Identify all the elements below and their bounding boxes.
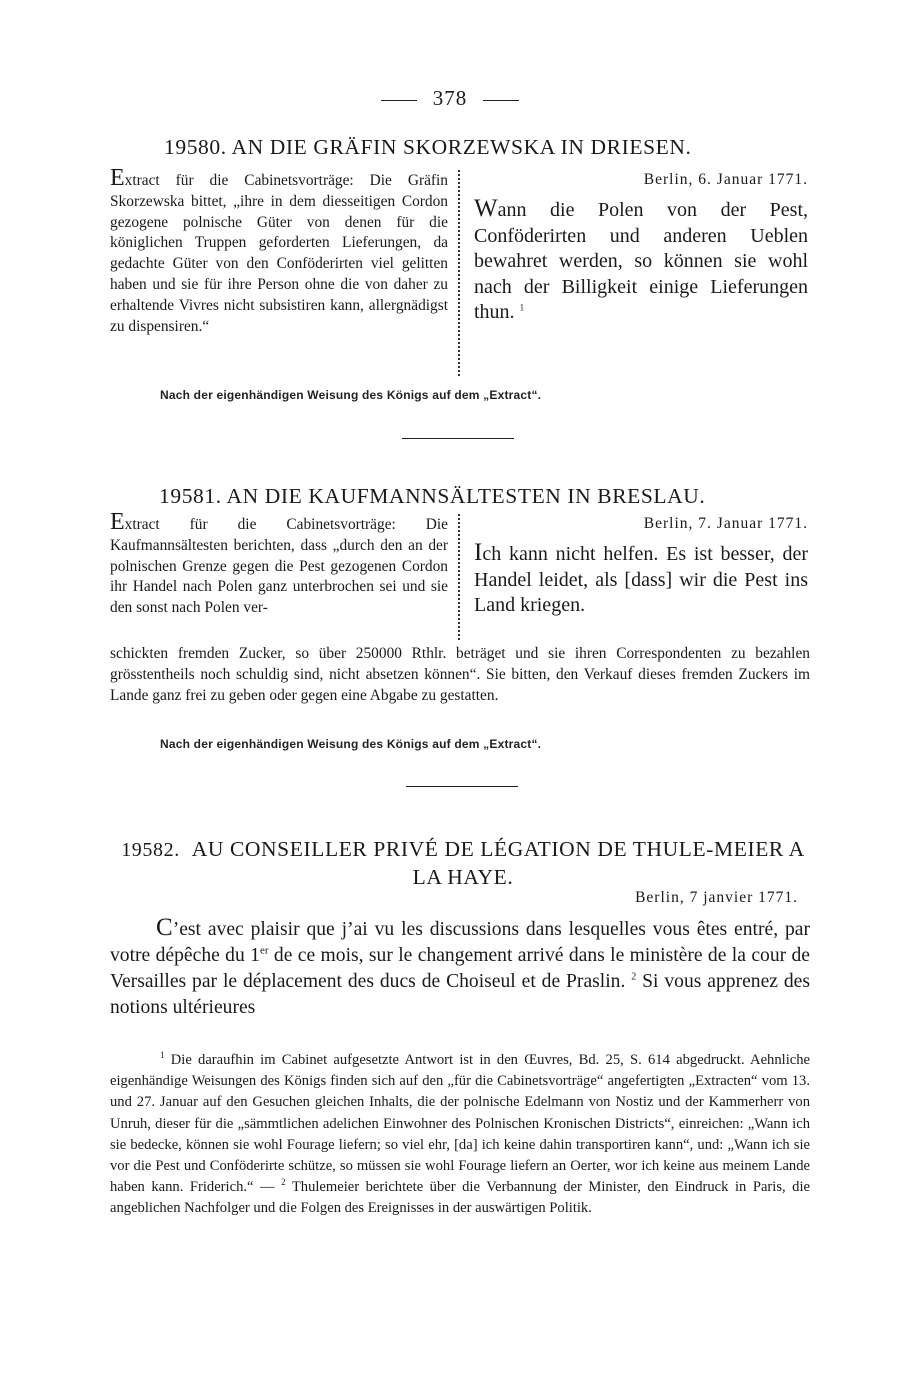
section-rule bbox=[402, 438, 514, 439]
page-number: 378 bbox=[0, 86, 900, 111]
drop-initial: I bbox=[474, 539, 483, 566]
footnote-marker: 2 bbox=[281, 1177, 286, 1188]
footnote-marker: 1 bbox=[160, 1050, 165, 1061]
column-divider bbox=[458, 170, 460, 376]
footnote-1-text: Die daraufhin im Cabinet aufgesetzte Antwort ist in den Œuvres, Bd. 25, S. 614 abgedruckt. Aehnliche eigenhändige Weisungen des Königs finden sich auf den „für die Cabinetsvorträge“ angefertigten „Extracten“ vom 13. und 27. Januar auf den Gesuchen gleichen Inhalts, die der polnische Edelmann von Nostiz und der Kammerherr von Unruh, dieser für die „sämmtlichen adelichen Einwohner des Polnischen Kronischen Districts“, einreichen: „Wann ich sie bedecke, können sie wohl Fourage liefern; so viel ehr, [da] ich keine dahin transportiren kann“, und: „Wann ich sie vor die Pest und Conföderirte schütze, so müssen sie wohl Fourage liefern an Oerter, wor ich keine aus meinem Lande haben kann. Friderich.“ — bbox=[110, 1052, 810, 1196]
letter-number: 19582. bbox=[121, 839, 180, 861]
letter-heading-19582 bbox=[118, 836, 808, 891]
footnote-ref: 1 bbox=[519, 302, 525, 313]
column-divider bbox=[458, 514, 460, 640]
page-number-dash-right bbox=[483, 100, 519, 101]
letter-heading-19580: 19580. AN DIE GRÄFIN SKORZEWSKA IN DRIESEN. bbox=[164, 135, 692, 159]
dateline: Berlin, 6. Januar 1771. bbox=[643, 171, 808, 188]
drop-initial: E bbox=[110, 165, 125, 191]
drop-initial: E bbox=[110, 509, 125, 535]
reply-19580: Berlin, 6. Januar 1771. Wann die Polen von der Pest, Conföderirten und anderen Ueblen bewahret werden, so können sie wohl nach der Billigkeit einige Lieferungen thun. $^1$ bbox=[474, 171, 808, 324]
section-rule bbox=[406, 786, 518, 787]
extract-19580: Extract für die Cabinetsvorträge: Die Gräfin Skorzewska bittet, „ihre in dem diesseitigen Cordon gezogene polnische Güter von denen für die königlichen Truppen geforderten Lieferungen, da gedachte Güter von den Conföderirten viel gelitten haben und sie für ihre Person ohne die von daher zu erhaltende Vivres nicht subsistiren kann, allergnädigst zu dispensiren.“ bbox=[110, 165, 448, 335]
source-note-19580: Nach der eigenhändigen Weisung des Königs auf dem „Extract“. bbox=[160, 388, 542, 402]
letter-title: AU CONSEILLER PRIVÉ DE LÉGATION DE THULE-MEIER A LA HAYE. bbox=[191, 837, 805, 889]
source-note-19581: Nach der eigenhändigen Weisung des Königs auf dem „Extract“. bbox=[160, 737, 542, 751]
drop-initial: W bbox=[474, 195, 498, 222]
footnote-ref: 2 bbox=[631, 971, 637, 983]
dateline: Berlin, 7. Januar 1771. bbox=[643, 515, 808, 532]
letter-body-19582: C’est avec plaisir que j’ai vu les discussions dans lesquelles vous êtes entré, par votre dépêche du 1er de ce mois, sur le changement arrivé dans le ministère de la cour de Versailles par le déplacement des ducs de Choiseul et de Praslin. $^2$ Si vous apprenez des notions ultérieures bbox=[110, 914, 811, 1018]
extract-19581: Extract für die Cabinetsvorträge: Die Kaufmannsältesten berichten, dass „durch den an der polnischen Grenze gegen die Pest gezogenen Cordon ihr Handel nach Polen ganz unterbrochen sei und sie den sonst nach Polen ver- bbox=[110, 509, 448, 617]
footnote-2-text: Thulemeier berichtete über die Verbannung der Minister, den Eindruck in Paris, die angeblichen Nachfolger und die Folgen des Ereignisses in der auswärtigen Politik. bbox=[110, 1179, 811, 1217]
dateline-19582: Berlin, 7 janvier 1771. bbox=[635, 889, 798, 906]
reply-19581: Berlin, 7. Januar 1771. Ich kann nicht helfen. Es ist besser, der Handel leidet, als [dass] wir die Pest ins Land kriegen. bbox=[474, 515, 808, 617]
extract-continuation-19581: schickten fremden Zucker, so über 250000 Rthlr. beträget und sie ihren Correspondenten zu bezahlen grösstentheils noch schuldig sind, nicht absetzen können“. Sie bitten, den Verkauf dieses fremden Zuckers im Lande ganz frei zu geben oder gegen eine Abgabe zu gestatten. bbox=[110, 645, 810, 705]
page-number-dash-left bbox=[381, 100, 417, 101]
drop-initial: C bbox=[156, 914, 173, 941]
letter-heading-19581: 19581. AN DIE KAUFMANNSÄLTESTEN IN BRESLAU. bbox=[159, 484, 706, 508]
footnotes bbox=[110, 1050, 810, 1220]
